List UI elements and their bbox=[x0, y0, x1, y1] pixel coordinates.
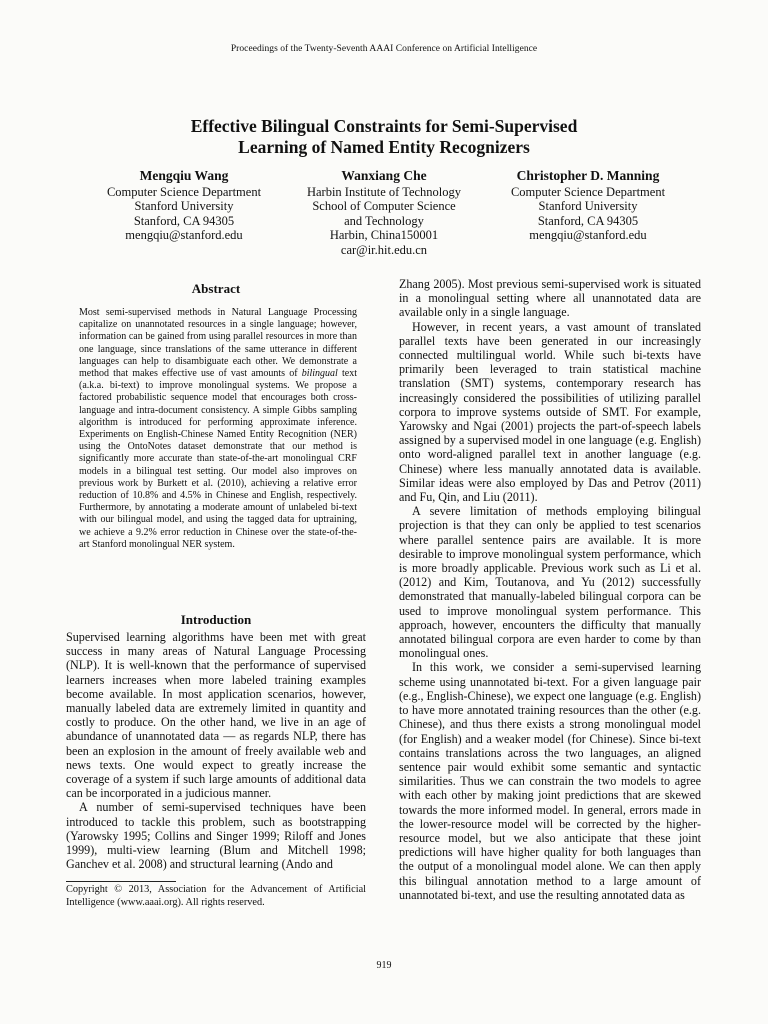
introduction-body bbox=[66, 630, 366, 871]
paragraph: However, in recent years, a vast amount of translated parallel texts have been generated in our increasingly connected multilingual world. While such bi-texts have primarily been leveraged to train statistical machine translation (SMT) systems, contemporary research has increasingly considered the possibilities of utilizing parallel corpora to improve systems outside of SMT. For example, Yarowsky and Ngai (2001) projects the part-of-speech labels assigned by a supervised model in one language (e.g. English) onto word-aligned parallel text in another language (e.g. Chinese) where less manually annotated data is available. Similar ideas were also employed by Das and Petrov (2011) and Fu, Qin, and Liu (2011). bbox=[399, 319, 701, 505]
abstract-heading: Abstract bbox=[191, 281, 241, 296]
abstract-text-part: Most semi-supervised methods in Natural Language Processing capitalize on unannotated resources in a single language; however, information can be gained from using parallel resources in more than one language, since translations of the same utterance in different languages can help to disambiguate each other. We demonstrate a method that makes effective use of vast amounts of bbox=[79, 307, 357, 380]
title-line-1: Effective Bilingual Constraints for Semi-Supervised bbox=[190, 116, 578, 136]
author-affiliation-line: Computer Science Department bbox=[510, 184, 666, 199]
author-name: Mengqiu Wang bbox=[139, 168, 229, 183]
author-affiliation-line: Harbin, China150001 bbox=[329, 228, 439, 242]
author-affiliation-line: Harbin Institute of Technology bbox=[306, 184, 462, 199]
right-column-body bbox=[399, 277, 701, 902]
author-block bbox=[84, 169, 284, 243]
author-affiliation-line: School of Computer Science bbox=[312, 199, 456, 213]
abstract-emphasis: bilingual bbox=[301, 368, 338, 380]
author-name: Wanxiang Che bbox=[341, 168, 427, 183]
author-affiliation-line: Stanford, CA 94305 bbox=[537, 213, 639, 228]
paragraph: Zhang 2005). Most previous semi-supervised work is situated in a monolingual setting where all unannotated data are available only in a single language. bbox=[399, 277, 701, 320]
page-number: 919 bbox=[376, 960, 392, 971]
title-line-2: Learning of Named Entity Recognizers bbox=[238, 137, 530, 157]
author-block bbox=[284, 169, 484, 257]
author-block bbox=[486, 169, 690, 243]
abstract-text bbox=[79, 307, 357, 551]
author-affiliation-line: Stanford University bbox=[134, 199, 234, 213]
author-email: mengqiu@stanford.edu bbox=[529, 228, 647, 242]
introduction-heading: Introduction bbox=[180, 612, 252, 627]
paragraph: Supervised learning algorithms have been met with great success in many areas of Natural Language Processing (NLP). It is well-known that the performance of supervised learners increases when more labeled training examples become available. In most application scenarios, however, manually labeled data are extremely limited in quantity and costly to produce. On the other hand, we live in an age of abundance of unannotated data — as regards NLP, there has been an explosion in the amount of freely available web and news texts. One would expect to greatly increase the coverage of a system if such large amounts of additional data can be incorporated in a judicious manner. bbox=[66, 630, 366, 801]
proceedings-header: Proceedings of the Twenty-Seventh AAAI Conference on Artificial Intelligence bbox=[230, 44, 538, 54]
author-email: mengqiu@stanford.edu bbox=[125, 228, 243, 242]
author-email: car@ir.hit.edu.cn bbox=[340, 242, 428, 257]
author-affiliation-line: and Technology bbox=[344, 213, 424, 228]
paragraph: A severe limitation of methods employing bilingual projection is that they can only be applied to test scenarios where parallel sentence pairs are available. It is more desirable to improve monolingual system performance, which is more broadly applicable. Previous work such as Li et al. (2012) and Kim, Toutanova, and Yu (2012) successfully demonstrated that manually-labeled bilingual corpora can be used to improve monolingual system performance. This approach, however, encounters the difficulty that manually annotated bilingual corpora are even harder to come by than monolingual ones. bbox=[399, 504, 701, 661]
author-affiliation-line: Stanford University bbox=[538, 199, 638, 213]
abstract-text-part: text (a.k.a. bi-text) to improve monolingual systems. We propose a factored probabilistic sequence model that encourages both cross-language and intra-document consistency. A simple Gibbs sampling algorithm is introduced for performing approximate inference. Experiments on English-Chinese Named Entity Recognition (NER) using the OntoNotes dataset demonstrate that our method is significantly more accurate than state-of-the-art monolingual CRF models in a bilingual test setting. Our model also improves on previous work by Burkett et al. (2010), achieving a relative error reduction of 10.8% and 4.5% in Chinese and English, respectively. Furthermore, by annotating a moderate amount of unlabeled bi-text with our bilingual model, and using the tagged data for uptraining, we achieve a 9.2% error reduction in Chinese over the state-of-the-art Stanford monolingual NER system. bbox=[79, 368, 357, 550]
footnote-divider bbox=[66, 881, 176, 882]
author-name: Christopher D. Manning bbox=[516, 168, 660, 183]
paragraph: A number of semi-supervised techniques have been introduced to tackle this problem, such as bootstrapping (Yarowsky 1995; Collins and Singer 1999; Riloff and Jones 1999), multi-view learning (Blum and Mitchell 1998; Ganchev et al. 2008) and structural learning (Ando and bbox=[66, 800, 366, 872]
paragraph: In this work, we consider a semi-supervised learning scheme using unannotated bi-text. For a given language pair (e.g., English-Chinese), we expect one language (e.g. English) to have more annotated training resources than the other (e.g. Chinese), and thus there exists a strong monolingual model (for English) and a weaker model (for Chinese). Since bi-text contains translations across the two languages, an aligned sentence pair would exhibit some semantic and syntactic similarities. Thus we can constrain the two models to agree with each other by making joint predictions that are skewed towards the more informed model. In general, errors made in the lower-resource model will be corrected by the higher-resource model, but we also anticipate that these joint predictions will have higher quality for both languages than the output of a monolingual model alone. We can then apply this bilingual annotation method to a large amount of unannotated bi-text, and use the resulting annotated data as bbox=[399, 660, 701, 902]
paper-title bbox=[100, 116, 668, 158]
copyright-notice: Copyright © 2013, Association for the Advancement of Artificial Intelligence (www.aaai.org). All rights reserved. bbox=[66, 884, 366, 908]
author-affiliation-line: Stanford, CA 94305 bbox=[133, 213, 235, 228]
author-affiliation-line: Computer Science Department bbox=[106, 184, 262, 199]
